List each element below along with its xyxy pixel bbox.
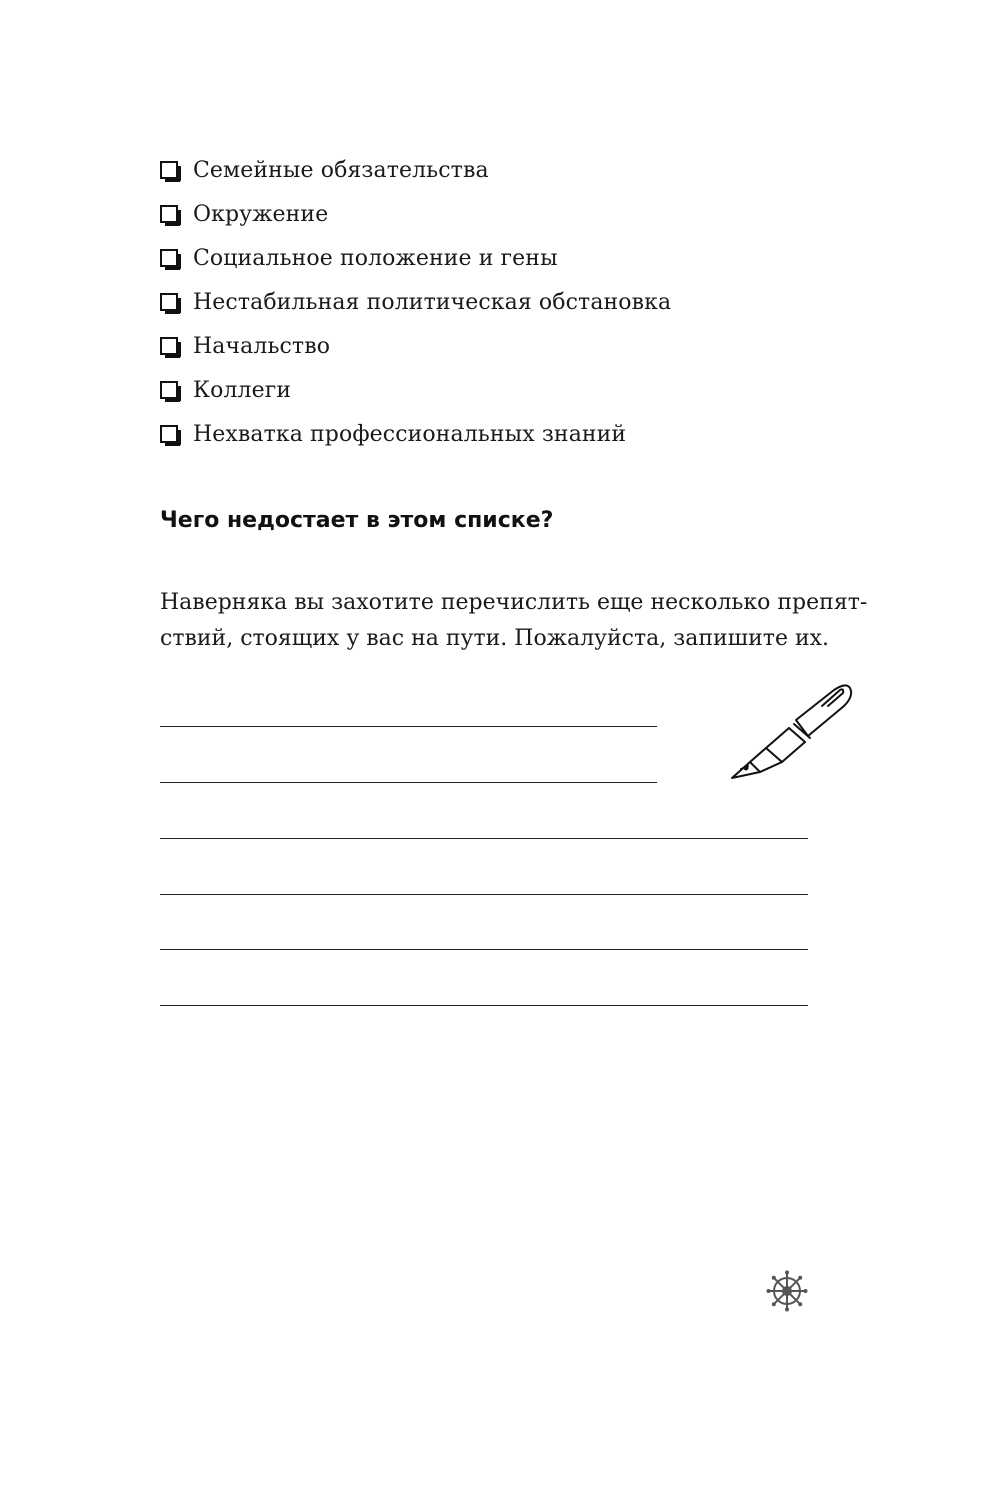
checkbox-icon[interactable] — [160, 161, 178, 179]
checklist-item[interactable] — [160, 280, 671, 324]
section-heading: Чего недостает в этом списке? — [160, 508, 554, 533]
writing-line[interactable] — [160, 949, 808, 950]
checkbox-icon[interactable] — [160, 205, 178, 223]
checklist-item[interactable] — [160, 148, 671, 192]
checklist-item-label: Нехватка профессиональных знаний — [193, 421, 627, 447]
checklist-item-label: Коллеги — [193, 377, 292, 403]
checklist-item[interactable] — [160, 324, 671, 368]
writing-line[interactable] — [160, 726, 657, 727]
checklist-item-label: Семейные обязательства — [193, 157, 489, 183]
checkbox-icon[interactable] — [160, 293, 178, 311]
checklist-item-label: Нестабильная политическая обстановка — [193, 289, 672, 315]
checklist-item-label: Начальство — [193, 333, 331, 359]
checkbox-icon[interactable] — [160, 249, 178, 267]
writing-line[interactable] — [160, 1005, 808, 1006]
checklist-item[interactable] — [160, 368, 671, 412]
paragraph-line: ствий, стоящих у вас на пути. Пожалуйста, запишите их. — [160, 626, 830, 651]
fountain-pen-icon — [726, 680, 856, 784]
checkbox-icon[interactable] — [160, 425, 178, 443]
ship-wheel-icon — [766, 1270, 808, 1312]
checklist-item[interactable] — [160, 412, 671, 456]
writing-line[interactable] — [160, 782, 657, 783]
writing-line[interactable] — [160, 838, 808, 839]
checklist-item-label: Окружение — [193, 201, 329, 227]
paragraph-line: Наверняка вы захотите перечислить еще несколько препят- — [160, 590, 868, 615]
obstacle-checklist — [160, 148, 671, 456]
checkbox-icon[interactable] — [160, 337, 178, 355]
checklist-item[interactable] — [160, 192, 671, 236]
checklist-item[interactable] — [160, 236, 671, 280]
writing-line[interactable] — [160, 894, 808, 895]
checkbox-icon[interactable] — [160, 381, 178, 399]
instruction-paragraph — [160, 585, 868, 657]
checklist-item-label: Социальное положение и гены — [193, 245, 558, 271]
